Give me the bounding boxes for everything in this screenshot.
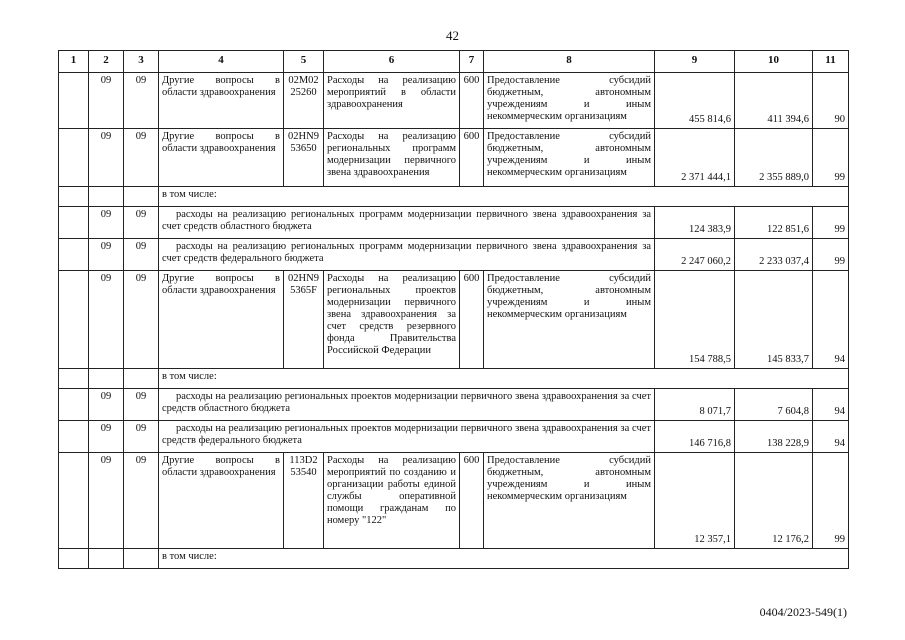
col-header-5: 5 [284, 51, 324, 73]
cell-percent: 94 [813, 389, 849, 421]
page-number: 42 [446, 28, 459, 43]
including-label: в том числе: [159, 369, 849, 389]
table-row [59, 271, 849, 369]
cell-section: 09 [89, 207, 124, 239]
table-row [59, 73, 849, 129]
cell-plan: 455 814,6 [655, 73, 735, 129]
col-header-3: 3 [124, 51, 159, 73]
cell-subsection: 09 [124, 129, 159, 187]
table-row [59, 453, 849, 549]
cell-subsection: 09 [124, 421, 159, 453]
cell-section [89, 187, 124, 207]
cell-expense-desc: Расходы на реализацию мероприятий в области здравоохранения [324, 73, 460, 129]
cell-target-code: 02HN9 53650 [284, 129, 324, 187]
col-header-9: 9 [655, 51, 735, 73]
cell-actual: 2 233 037,4 [735, 239, 813, 271]
table-row [59, 239, 849, 271]
cell-subsection: 09 [124, 73, 159, 129]
cell-section: 09 [89, 129, 124, 187]
cell-plan: 8 071,7 [655, 389, 735, 421]
cell-type-desc: Предоставление субсидий бюджетным, автономным учреждениям и иным некоммерческим организациям [484, 271, 655, 369]
cell-actual: 7 604,8 [735, 389, 813, 421]
cell-detail-desc: расходы на реализацию региональных программ модернизации первичного звена здравоохранения за счет средств областного бюджета [159, 207, 655, 239]
cell-col1 [59, 239, 89, 271]
cell-col1 [59, 129, 89, 187]
cell-plan: 2 371 444,1 [655, 129, 735, 187]
cell-percent: 99 [813, 129, 849, 187]
table-row [59, 389, 849, 421]
col-header-11: 11 [813, 51, 849, 73]
cell-col1 [59, 73, 89, 129]
cell-section: 09 [89, 239, 124, 271]
cell-type-desc: Предоставление субсидий бюджетным, автономным учреждениям и иным некоммерческим организациям [484, 453, 655, 549]
document-code: 0404/2023-549(1) [759, 605, 847, 619]
cell-percent: 94 [813, 421, 849, 453]
header-row [59, 51, 849, 73]
cell-target-code: 02М02 25260 [284, 73, 324, 129]
table-row [59, 421, 849, 453]
cell-name: Другие вопросы в области здравоохранения [159, 271, 284, 369]
cell-plan: 12 357,1 [655, 453, 735, 549]
cell-subsection [124, 187, 159, 207]
cell-actual: 411 394,6 [735, 73, 813, 129]
cell-name: Другие вопросы в области здравоохранения [159, 129, 284, 187]
cell-subsection: 09 [124, 453, 159, 549]
cell-section [89, 369, 124, 389]
cell-plan: 2 247 060,2 [655, 239, 735, 271]
cell-col1 [59, 369, 89, 389]
including-label: в том числе: [159, 187, 849, 207]
cell-section: 09 [89, 73, 124, 129]
cell-subsection: 09 [124, 207, 159, 239]
cell-type-desc: Предоставление субсидий бюджетным, автономным учреждениям и иным некоммерческим организациям [484, 129, 655, 187]
cell-target-code: 113D2 53540 [284, 453, 324, 549]
cell-col1 [59, 271, 89, 369]
subtotal-label-row [59, 369, 849, 389]
cell-actual: 12 176,2 [735, 453, 813, 549]
cell-col1 [59, 207, 89, 239]
table-row [59, 207, 849, 239]
cell-col1 [59, 389, 89, 421]
cell-percent: 90 [813, 73, 849, 129]
cell-expense-desc: Расходы на реализацию региональных программ модернизации первичного звена здравоохранения [324, 129, 460, 187]
cell-percent: 99 [813, 453, 849, 549]
col-header-10: 10 [735, 51, 813, 73]
cell-type-code: 600 [460, 271, 484, 369]
cell-detail-desc: расходы на реализацию региональных программ модернизации первичного звена здравоохранения за счет средств федерального бюджета [159, 239, 655, 271]
cell-percent: 94 [813, 271, 849, 369]
budget-table [58, 50, 849, 569]
col-header-8: 8 [484, 51, 655, 73]
cell-col1 [59, 453, 89, 549]
cell-detail-desc: расходы на реализацию региональных проектов модернизации первичного звена здравоохранения за счет средств федерального бюджета [159, 421, 655, 453]
cell-expense-desc: Расходы на реализацию мероприятий по созданию и организации работы единой службы оперативной помощи гражданам по номеру "122" [324, 453, 460, 549]
cell-actual: 122 851,6 [735, 207, 813, 239]
cell-name: Другие вопросы в области здравоохранения [159, 453, 284, 549]
col-header-4: 4 [159, 51, 284, 73]
cell-col1 [59, 549, 89, 569]
cell-subsection [124, 369, 159, 389]
cell-type-code: 600 [460, 453, 484, 549]
cell-section: 09 [89, 421, 124, 453]
col-header-6: 6 [324, 51, 460, 73]
cell-subsection: 09 [124, 389, 159, 421]
cell-type-desc: Предоставление субсидий бюджетным, автономным учреждениям и иным некоммерческим организациям [484, 73, 655, 129]
table-row [59, 129, 849, 187]
cell-actual: 2 355 889,0 [735, 129, 813, 187]
col-header-7: 7 [460, 51, 484, 73]
cell-expense-desc: Расходы на реализацию региональных проектов модернизации первичного звена здравоохранения за счет средств резервного фонда Правительства Российской Федерации [324, 271, 460, 369]
cell-percent: 99 [813, 207, 849, 239]
subtotal-label-row [59, 187, 849, 207]
cell-col1 [59, 421, 89, 453]
cell-plan: 154 788,5 [655, 271, 735, 369]
cell-type-code: 600 [460, 129, 484, 187]
cell-actual: 138 228,9 [735, 421, 813, 453]
cell-actual: 145 833,7 [735, 271, 813, 369]
cell-col1 [59, 187, 89, 207]
cell-detail-desc: расходы на реализацию региональных проектов модернизации первичного звена здравоохранения за счет средств областного бюджета [159, 389, 655, 421]
cell-subsection: 09 [124, 271, 159, 369]
cell-type-code: 600 [460, 73, 484, 129]
cell-section: 09 [89, 271, 124, 369]
cell-plan: 124 383,9 [655, 207, 735, 239]
cell-percent: 99 [813, 239, 849, 271]
col-header-2: 2 [89, 51, 124, 73]
cell-plan: 146 716,8 [655, 421, 735, 453]
cell-target-code: 02HN9 5365F [284, 271, 324, 369]
cell-section: 09 [89, 389, 124, 421]
cell-subsection: 09 [124, 239, 159, 271]
cell-subsection [124, 549, 159, 569]
col-header-1: 1 [59, 51, 89, 73]
including-label: в том числе: [159, 549, 849, 569]
cell-section: 09 [89, 453, 124, 549]
cell-name: Другие вопросы в области здравоохранения [159, 73, 284, 129]
subtotal-label-row [59, 549, 849, 569]
cell-section [89, 549, 124, 569]
